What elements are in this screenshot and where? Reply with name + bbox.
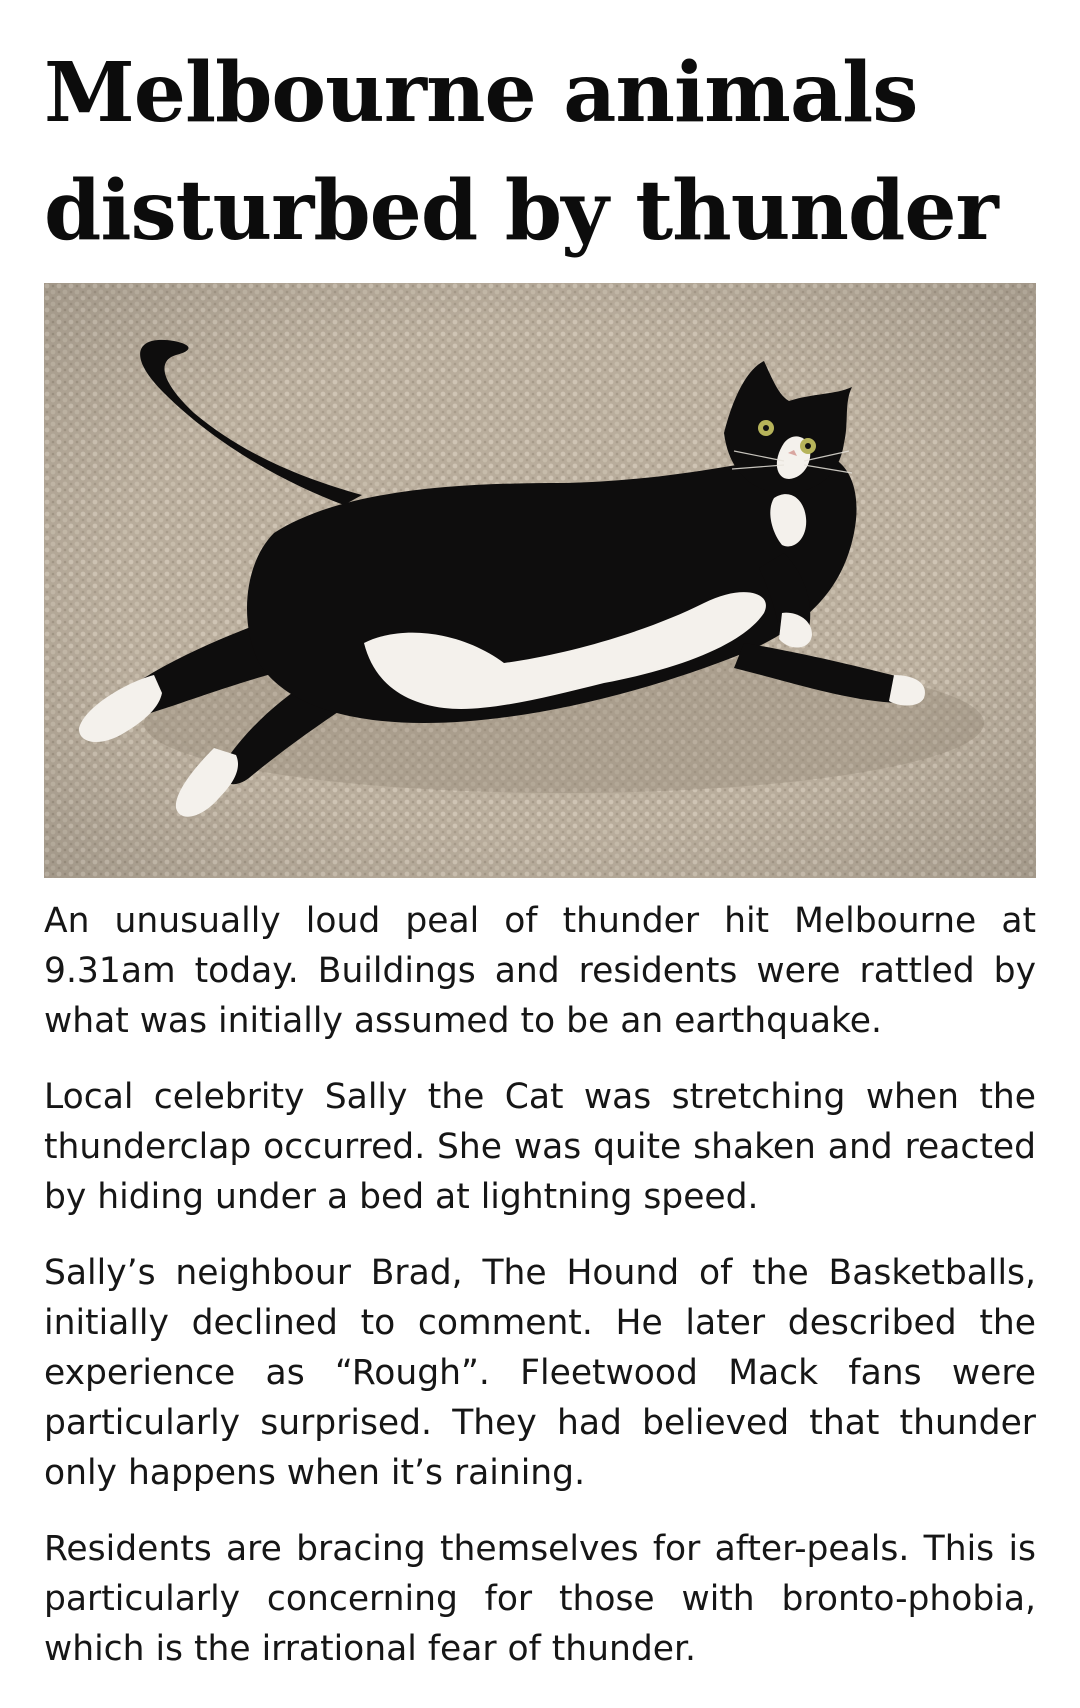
paragraph-1: An unusually loud peal of thunder hit Melbourne at 9.31am today. Buildings and residents were rattled by what was initially assumed to be an earthquake. [44, 901, 1036, 1041]
cat-photo [44, 283, 1036, 878]
headline [44, 0, 1036, 270]
paragraph-4: Residents are bracing themselves for after-peals. This is particularly concerning for those with bronto-phobia, which is the irrational fear of thunder. [44, 1529, 1036, 1669]
article-body [44, 896, 1036, 1700]
headline-line-2: disturbed by thunder [44, 163, 998, 259]
paragraph-2: Local celebrity Sally the Cat was stretching when the thunderclap occurred. She was quite shaken and reacted by hiding under a bed at lightning speed. [44, 1077, 1036, 1217]
article [44, 0, 1036, 1669]
headline-line-1: Melbourne animals [44, 45, 918, 141]
paragraph-3: Sally’s neighbour Brad, The Hound of the Basketballs, initially declined to comment. He later described the experience as “Rough”. Fleetwood Mack fans were particularly surprised. They had believed that thunder only happens when it’s raining. [44, 1253, 1036, 1493]
